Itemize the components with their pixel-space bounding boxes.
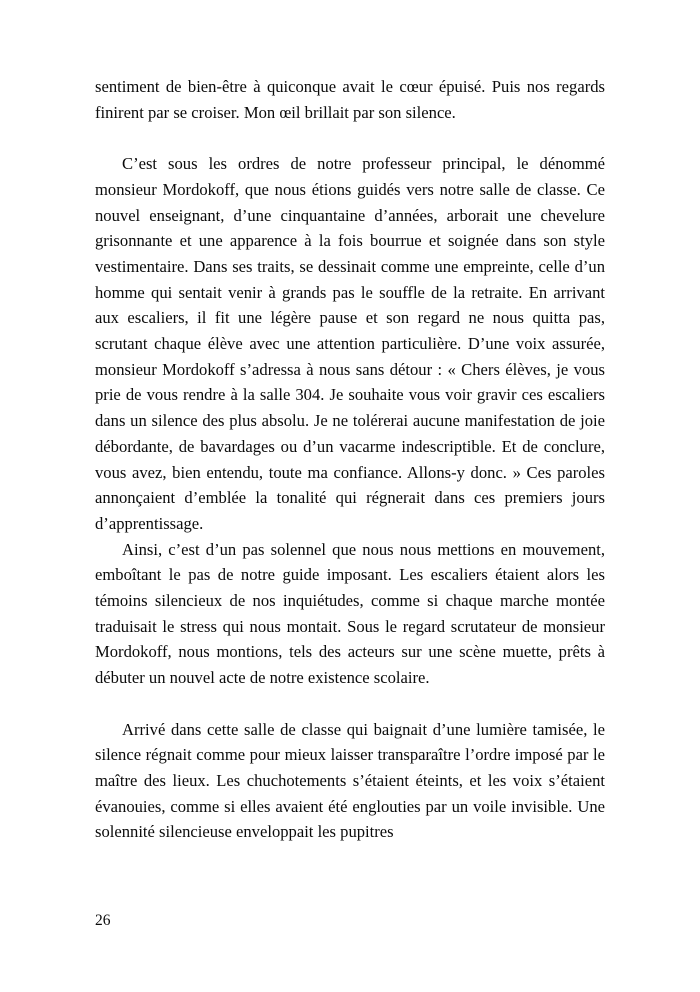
paragraph-3: Ainsi, c’est d’un pas solennel que nous nous mettions en mouvement, emboîtant le pas de notre guide imposant. Les escaliers étaient alors les témoins silencieux de nos inquiétudes, comme si chaque marche montée traduisait le stress qui nous montait. Sous le regard scrutateur de monsieur Mordokoff, nous montions, tels des acteurs sur une scène muette, prêts à débuter un nouvel acte de notre existence scolaire. (95, 539, 605, 688)
paragraph-4: Arrivé dans cette salle de classe qui baignait d’une lumière tamisée, le silence régnait comme pour mieux laisser transparaître l’ordre imposé par le maître des lieux. Les chuchotements s’étaient éteints, et les voix s’étaient évanouies, comme si elles avaient été englouties par un voile invisible. Une solennité silencieuse enveloppait les pupitres (95, 719, 605, 842)
page-number: 26 (95, 912, 111, 929)
body-text-column (95, 74, 605, 845)
paragraph-1: sentiment de bien-être à quiconque avait le cœur épuisé. Puis nos regards finirent par se croiser. Mon œil brillait par son silence. (95, 77, 605, 122)
paragraph-2: C’est sous les ordres de notre professeur principal, le dénommé monsieur Mordokoff, que nous étions guidés vers notre salle de classe. Ce nouvel enseignant, d’une cinquantaine d’années, arborait une chevelure grisonnante et une apparence à la fois bourrue et soignée dans son style vestimentaire. Dans ses traits, se dessinait comme une empreinte, celle d’un homme qui sentait venir à grands pas le souffle de la retraite. En arrivant aux escaliers, il fit une légère pause et son regard ne nous quitta pas, scrutant chaque élève avec une attention particulière. D’une voix assurée, monsieur Mordokoff s’adressa à nous sans détour : « Chers élèves, je vous prie de vous rendre à la salle 304. Je souhaite vous voir gravir ces escaliers dans un silence des plus absolu. Je ne tolérerai aucune manifestation de joie débordante, de bavardages ou d’un vacarme indescriptible. Et de conclure, vous avez, bien entendu, toute ma confiance. Allons-y donc. » Ces paroles annonçaient d’emblée la tonalité qui régnerait dans ces premiers jours d’apprentissage. (95, 154, 605, 533)
